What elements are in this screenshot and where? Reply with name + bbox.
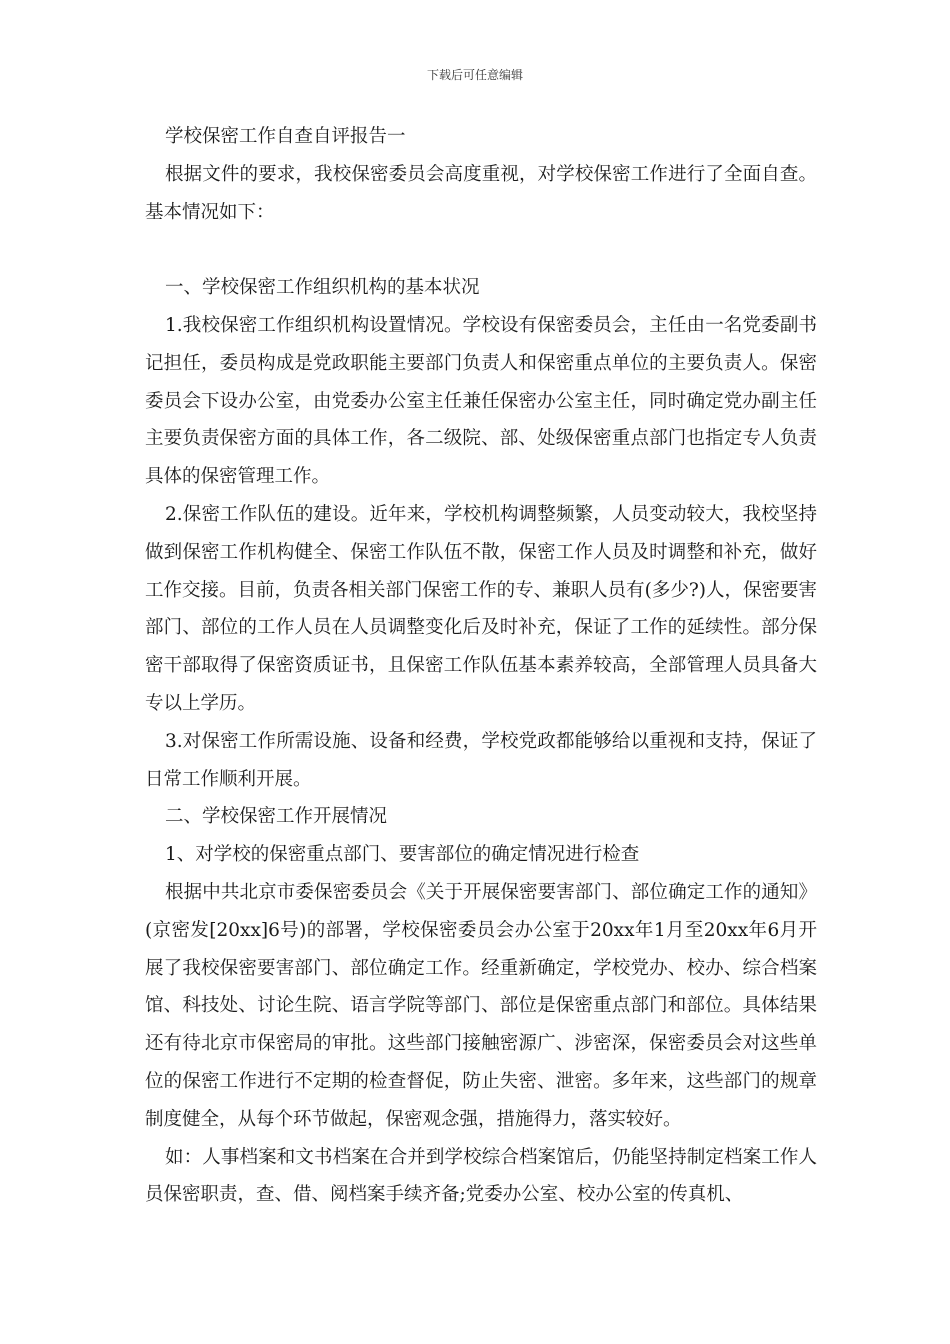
paragraph-2-2: 如：人事档案和文书档案在合并到学校综合档案馆后，仍能坚持制定档案工作人员保密职责，查、借、阅档案手续齐备;党委办公室、校办公室的传真机、 <box>145 1146 817 1206</box>
document-title: 学校保密工作自查自评报告一 <box>165 126 406 147</box>
paragraph-1-1: 1.我校保密工作组织机构设置情况。学校设有保密委员会，主任由一名党委副书记担任，委员构成是党政职能主要部门负责人和保密重点单位的主要负责人。保密委员会下设办公室，由党委办公室主任兼任保密办公室主任，同时确定党办副主任主要负责保密方面的具体工作，各二级院、部、处级保密重点部门也指定专人负责具体的保密管理工作。 <box>145 314 817 488</box>
section-heading-1: 一、学校保密工作组织机构的基本状况 <box>165 277 480 299</box>
paragraph-2-1: 根据中共北京市委保密委员会《关于开展保密要害部门、部位确定工作的通知》(京密发[20xx]6号)的部署，学校保密委员会办公室于20xx年1月至20xx年6月开展了我校保密要害部门、部位确定工作。经重新确定，学校党办、校办、综合档案馆、科技处、讨论生院、语言学院等部门、部位是保密重点部门和部位。具体结果还有待北京市保密局的审批。这些部门接触密源广、涉密深，保密委员会对这些单位的保密工作进行不定期的检查督促，防止失密、泄密。多年来，这些部门的规章制度健全，从每个环节做起，保密观念强，措施得力，落实较好。 <box>145 881 817 1130</box>
paragraph-intro: 根据文件的要求，我校保密委员会高度重视，对学校保密工作进行了全面自查。基本情况如下： <box>145 163 817 223</box>
paragraph-1-2: 2.保密工作队伍的建设。近年来，学校机构调整频繁，人员变动较大，我校坚持做到保密工作机构健全、保密工作队伍不散，保密工作人员及时调整和补充，做好工作交接。目前，负责各相关部门保密工作的专、兼职人员有(多少?)人，保密要害部门、部位的工作人员在人员调整变化后及时补充，保证了工作的延续性。部分保密干部取得了保密资质证书，且保密工作队伍基本素养较高，全部管理人员具备大专以上学历。 <box>145 503 817 714</box>
page-header: 下载后可任意编辑 <box>426 68 523 82</box>
blank-line <box>145 231 817 269</box>
section-heading-2: 二、学校保密工作开展情况 <box>165 806 388 828</box>
document-body <box>145 118 817 1214</box>
paragraph-1-3: 3.对保密工作所需设施、设备和经费，学校党政都能够给以重视和支持，保证了日常工作顺利开展。 <box>145 730 817 790</box>
subsection-heading-2-1: 1、对学校的保密重点部门、要害部位的确定情况进行检查 <box>165 844 640 866</box>
